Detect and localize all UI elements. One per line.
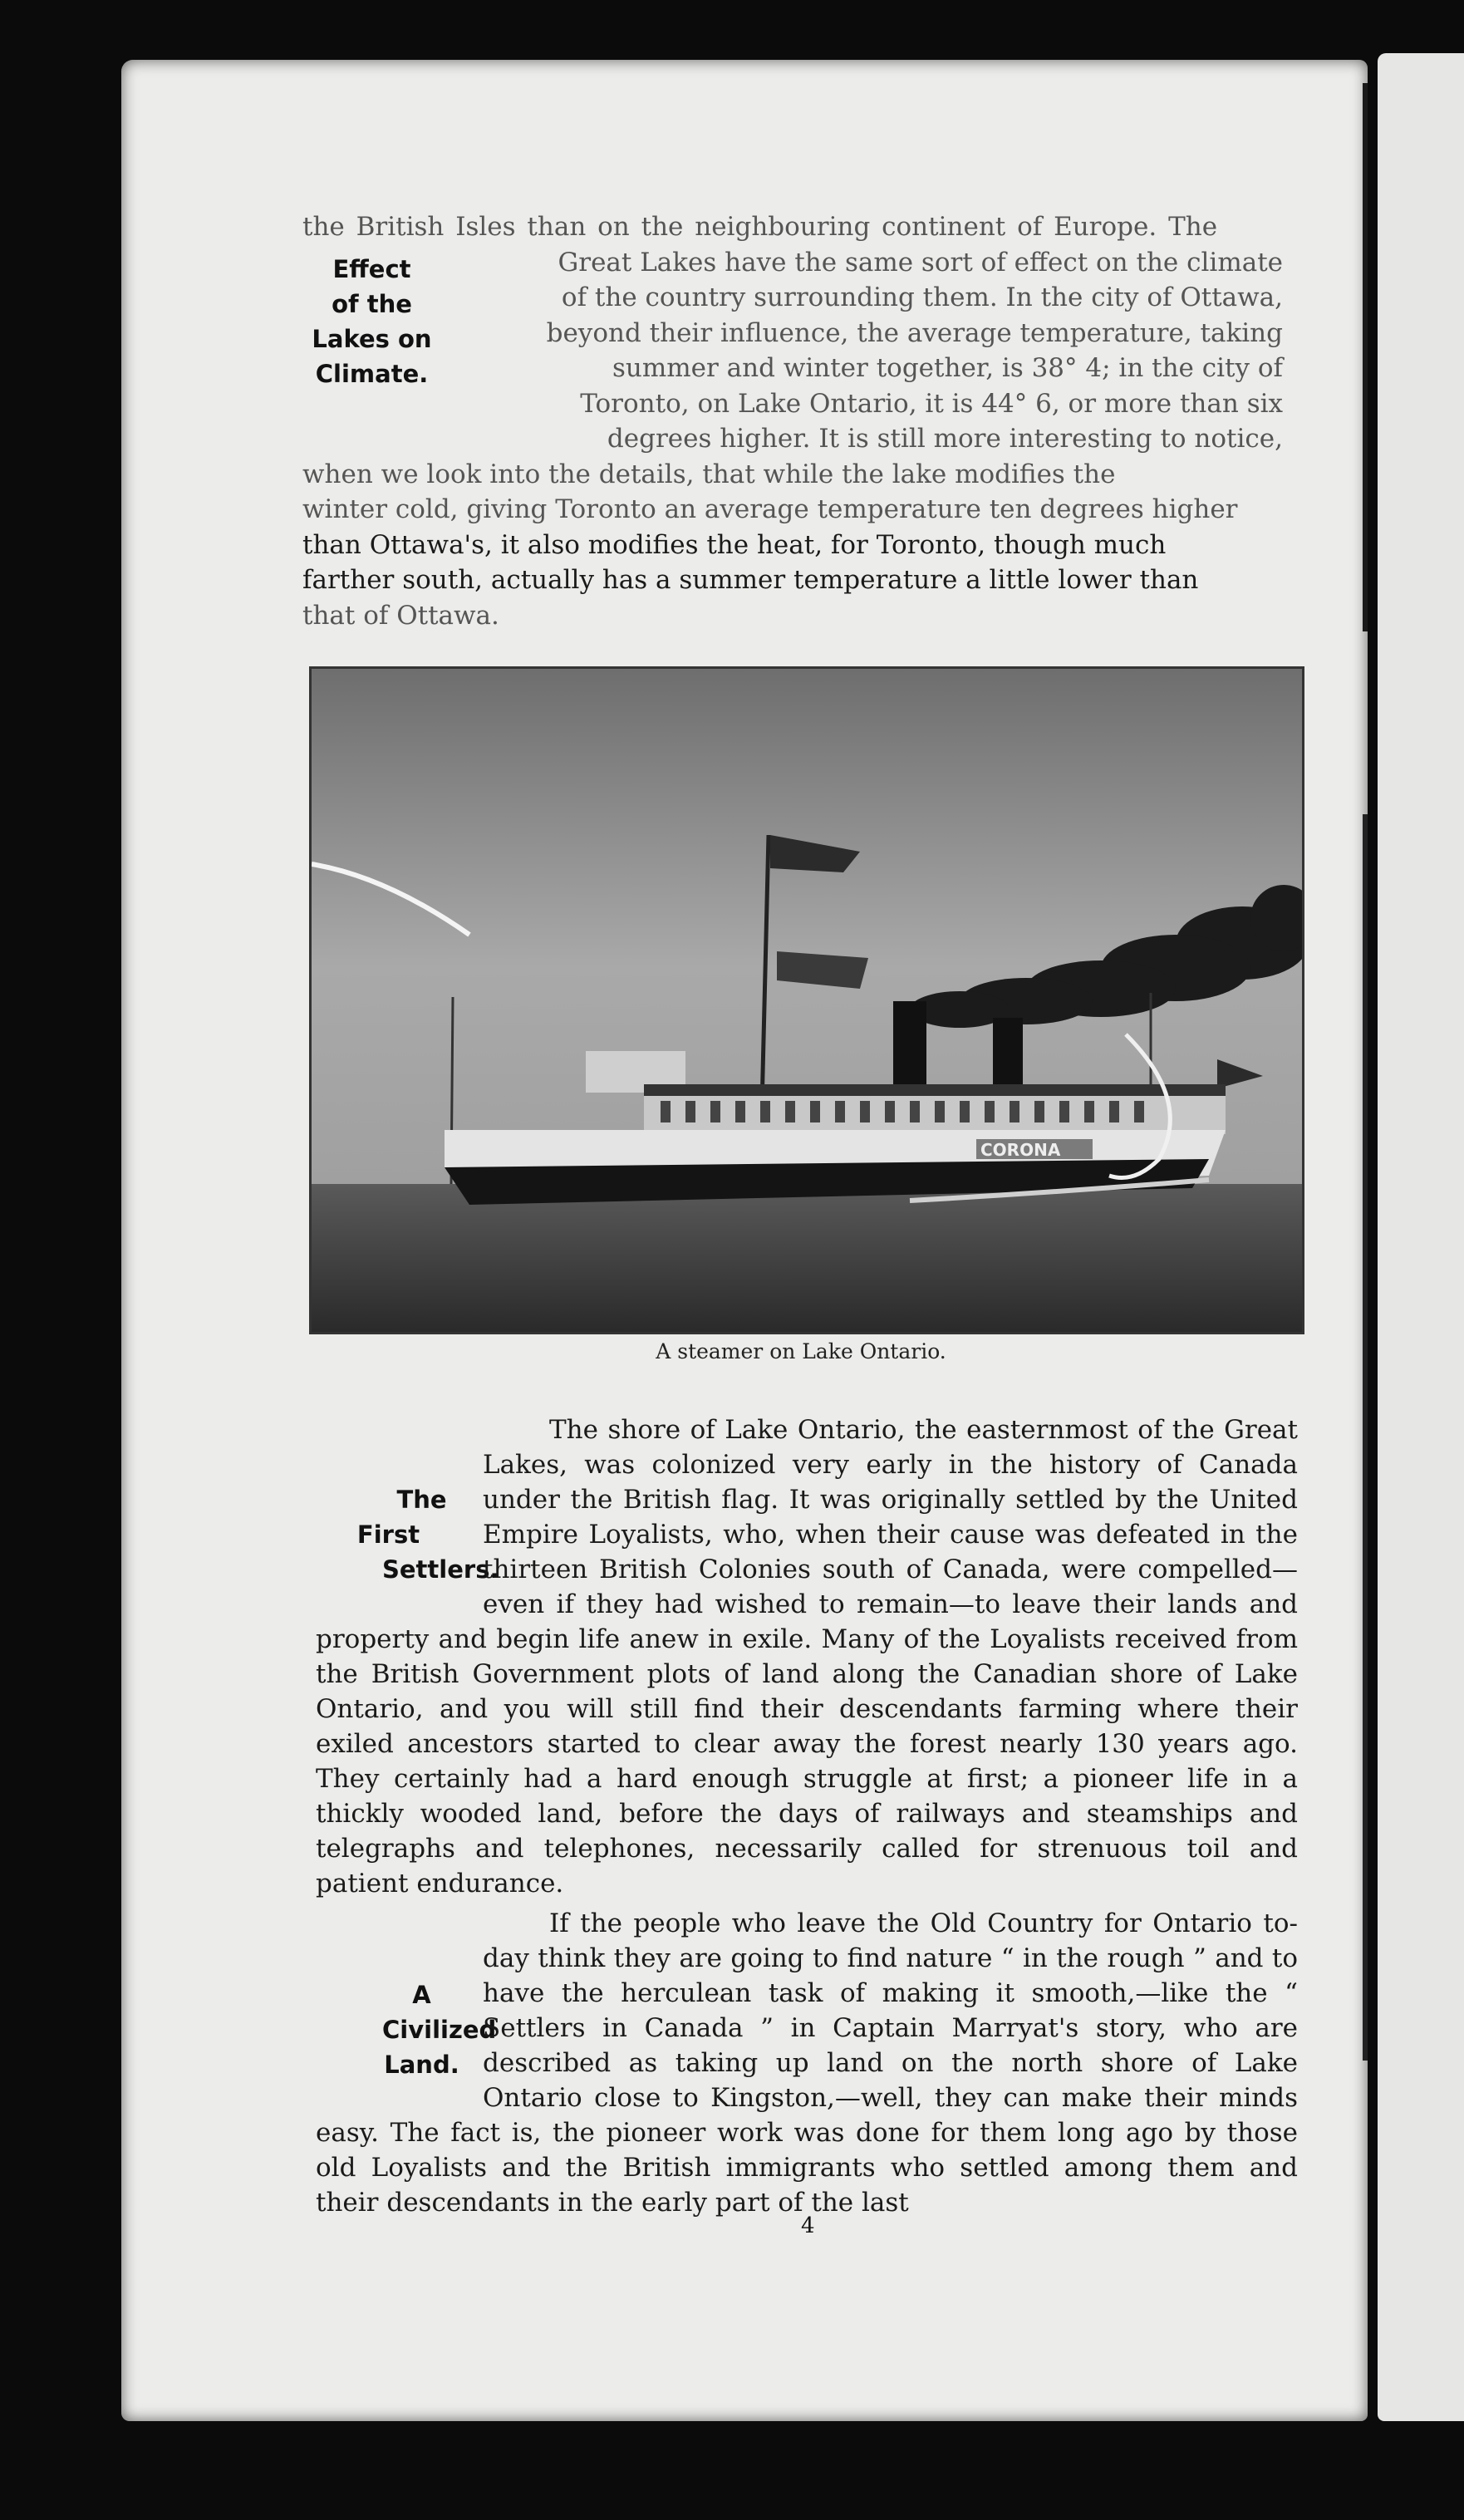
binding-crease: [1363, 814, 1368, 2061]
para-first-settlers-text: The shore of Lake Ontario, the easternmost of the Great Lakes, was colonized very early in the history of Canada under the British flag. It was originally settled by the United Empire Loyalists, who, when their cause was defeated in the thirteen British Colonies south of Canada, were compelled—even if they had wished to remain—to leave their lands and property and begin life anew in exile. Many of the Loyalists received from the British Government plots of land along the Canadian shore of Lake Ontario, and you will still find their descendants farming where their exiled ancestors started to clear away the forest nearly 130 years ago. They certainly had a hard enough struggle at first; a pioneer life in a thickly wooded land, before the days of railways and steamships and telegraphs and telephones, necessarily called for strenuous toil and patient endurance.: [316, 1415, 1298, 1899]
sidehead-effect-of-lakes: [299, 252, 445, 391]
para-climate-line-7: when we look into the details, that while the lake modifies the: [302, 459, 1116, 489]
sidehead-line: The First: [356, 1486, 447, 1549]
steamer-photograph: [309, 666, 1304, 1334]
sidehead-line: Climate.: [315, 359, 429, 388]
para-climate-line-10: farther south, actually has a summer temperature a little lower than: [302, 565, 1199, 595]
para-civilized-land-text: If the people who leave the Old Country for Ontario to-day think they are going to find nature “ in the rough ” and to have the herculean task of making it smooth,—like the “ Settlers in Canada ” in Captain Marryat's story, who are described as taking up land on the north shore of Lake Ontario close to Kingston,—well, they can make their minds easy. The fact is, the pioneer work was done for them long ago by those old Loyalists and the British immigrants who settled among them and their descendants in the early part of the last: [316, 1908, 1298, 2218]
para-climate-line-5: Toronto, on Lake Ontario, it is 44° 6, or more than six: [580, 388, 1283, 419]
sidehead-line: Civilized: [382, 2016, 497, 2044]
para-climate-line-0: the British Isles than on the neighbouring continent of Europe. The: [302, 212, 1218, 242]
para-civilized-land: [316, 1906, 1298, 2220]
para-climate-line-9: than Ottawa's, it also modifies the heat, for Toronto, though much: [302, 529, 1167, 560]
photo-caption: A steamer on Lake Ontario.: [656, 1339, 946, 1363]
sidehead-line: A: [412, 1981, 431, 2009]
para-climate-line-8: winter cold, giving Toronto an average temperature ten degrees higher: [302, 494, 1238, 524]
sidehead-line: Lakes on: [312, 324, 432, 353]
sidehead-first-settlers: [316, 1482, 499, 1587]
para-climate-line-4: summer and winter together, is 38° 4; in the city of: [612, 353, 1283, 383]
binding-crease: [1363, 83, 1368, 631]
para-first-settlers: [316, 1412, 1298, 1901]
steamer-illustration: [312, 669, 1302, 1332]
sidehead-civilized-land: [316, 1977, 497, 2082]
para-climate-line-11: that of Ottawa.: [302, 600, 499, 631]
sidehead-line: Effect: [332, 254, 411, 283]
sidehead-line: Settlers.: [382, 1555, 499, 1584]
sidehead-line: Land.: [384, 2051, 459, 2079]
ship-name-label: CORONA: [980, 1140, 1061, 1160]
settlers-section: [316, 1412, 1298, 2220]
para-climate-line-3: beyond their influence, the average temperature, taking: [546, 317, 1283, 348]
sidehead-line: of the: [332, 289, 412, 318]
para-climate-line-1: Great Lakes have the same sort of effect on the climate: [558, 247, 1283, 278]
para-climate-line-2: of the country surrounding them. In the city of Ottawa,: [561, 282, 1283, 312]
para-climate-line-6: degrees higher. It is still more interesting to notice,: [607, 424, 1283, 454]
climate-section: [302, 209, 1283, 633]
adjacent-page-edge: [1378, 53, 1464, 2421]
page-number: 4: [801, 2213, 815, 2238]
